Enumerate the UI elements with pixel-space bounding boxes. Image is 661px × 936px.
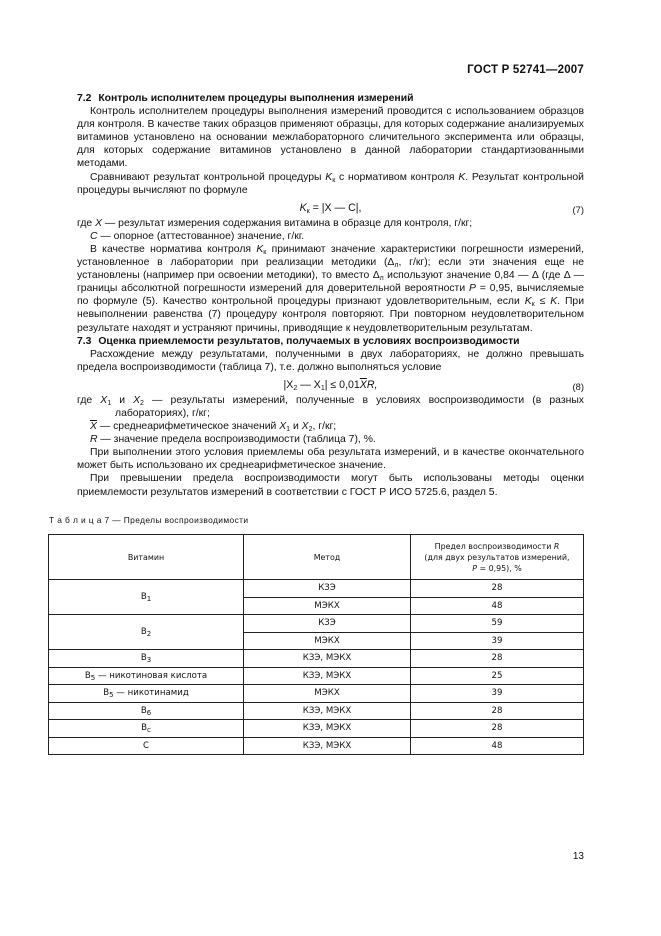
where-x1-x2: где $X_1$ и $X_2$ — результаты измерений, полученные в условиях воспроизводимости (в разных лабораториях), г/кг; — [77, 394, 584, 419]
method-cell: КЗЭ, МЭКХ — [244, 702, 411, 720]
vitamin-cell: $B_1$ — [49, 580, 244, 615]
where-c: C — опорное (аттестованное) значение, г/кг. — [90, 230, 305, 242]
section-7-2-paragraph-3: В качестве норматива контроля $K_к$ принимают значение характеристики погрешности измерений, установленное в лаборатории при реализации методики ($\Delta_л$, г/кг); если эти значения еще не установлены (например при освоении методики), то вместо $\Delta_л$ используют значение 0,84 — Δ (где Δ — границы абсолютной погрешности измерений для доверительной вероятности P = 0,95, вычисляемые по формуле (5). Качество контрольной процедуры признают удовлетворительным, если $K_к \le K$. При невыполнении равенства (7) процедуру контроля повторяют. При повторном неудовлетворительном результате находят и устраняют причины, приводящие к неудовлетворительным результатам. — [77, 243, 585, 334]
limit-cell: 28 — [411, 580, 584, 598]
limit-cell: 28 — [411, 702, 584, 720]
method-cell: КЗЭ — [244, 580, 411, 598]
vitamin-cell: $B_5$ — никотинамид — [49, 685, 244, 703]
vitamin-cell: C — [49, 737, 244, 755]
vitamin-cell: $B_2$ — [49, 615, 244, 650]
document-code: ГОСТ Р 52741—2007 — [467, 64, 584, 76]
table-row — [49, 685, 584, 703]
vitamin-cell: $B_5$ — никотиновая кислота — [49, 667, 244, 685]
limit-cell: 59 — [411, 615, 584, 633]
limit-cell: 25 — [411, 667, 584, 685]
section-7-3-paragraph-3: При превышении предела воспроизводимости могут быть использованы методы оценки приемлемости результатов измерений в соответствии с ГОСТ Р ИСО 5725.6, раздел 5. — [77, 473, 584, 498]
section-7-2-heading: 7.2 Контроль исполнителем процедуры выполнения измерений — [77, 93, 414, 104]
method-cell: МЭКХ — [244, 632, 411, 650]
table-7 — [48, 534, 584, 755]
table-7-caption: Т а б л и ц а 7 — Пределы воспроизводимости — [49, 515, 249, 525]
formula-7-number: (7) — [572, 203, 584, 215]
limit-cell: 48 — [411, 597, 584, 615]
where-xbar: $\overline{X}$ — среднеарифметическое значений $X_1$ и $X_2$, г/кг; — [90, 421, 337, 434]
header-vitamin: Витамин — [49, 535, 244, 580]
table-row — [49, 667, 584, 685]
limit-cell: 39 — [411, 632, 584, 650]
limit-cell: 48 — [411, 737, 584, 755]
vitamin-cell: $B_c$ — [49, 720, 244, 738]
section-7-3-paragraph-1: Расхождение между результатами, полученными в двух лабораториях, не должно превышать предела воспроизводимости (таблица 7), т.е. должно выполняться условие — [77, 348, 584, 373]
section-7-3-heading: 7.3 Оценка приемлемости результатов, получаемых в условиях воспроизводимости — [77, 335, 520, 347]
header-limit: Предел воспроизводимости R (для двух результатов измерений, P = 0,95), % — [411, 535, 584, 580]
formula-8: $|X_2$ — $X_1| \le 0,01\overline{X}R$, (8) — [283, 378, 584, 392]
page-body — [77, 92, 584, 499]
table-row — [49, 737, 584, 755]
method-cell: КЗЭ, МЭКХ — [244, 737, 411, 755]
table-row — [49, 580, 584, 598]
section-7-3-paragraph-2: При выполнении этого условия приемлемы оба результата измерений, и в качестве окончательного может быть использовано их среднеарифметическое значение. — [77, 447, 584, 472]
table-row — [49, 615, 584, 633]
limit-cell: 28 — [411, 720, 584, 738]
limit-cell: 28 — [411, 650, 584, 668]
limit-cell: 39 — [411, 685, 584, 703]
where-x: где X — результат измерения содержания витамина в образце для контроля, г/кг; — [77, 217, 473, 229]
table-row — [49, 720, 584, 738]
section-7-2-paragraph-1: Контроль исполнителем процедуры выполнения измерений проводится с использованием образцов для контроля. В качестве таких образцов применяют образцы, для которых содержание анализируемых витаминов установлено на основании межлабораторного сличительного эксперимента или образцы, для которых содержание витаминов установлено в данной лаборатории стандартизованными методами. — [77, 106, 584, 170]
method-cell: МЭКХ — [244, 685, 411, 703]
table-header-row — [49, 535, 584, 580]
method-cell: КЗЭ, МЭКХ — [244, 650, 411, 668]
vitamin-cell: $B_3$ — [49, 650, 244, 668]
table-row — [49, 650, 584, 668]
header-method: Метод — [244, 535, 411, 580]
vitamin-cell: $B_6$ — [49, 702, 244, 720]
method-cell: КЗЭ, МЭКХ — [244, 720, 411, 738]
table-row — [49, 702, 584, 720]
formula-7: $K_к = |X$ — C|, (7) — [299, 201, 584, 215]
method-cell: МЭКХ — [244, 597, 411, 615]
formula-8-number: (8) — [572, 380, 584, 392]
method-cell: КЗЭ, МЭКХ — [244, 667, 411, 685]
section-7-2-paragraph-2: Сравнивают результат контрольной процедуры $K_к$ с нормативом контроля K. Результат контрольной процедуры вычисляют по формуле — [77, 171, 584, 196]
method-cell: КЗЭ — [244, 615, 411, 633]
page-number: 13 — [572, 851, 584, 862]
where-r: R — значение предела воспроизводимости (таблица 7), %. — [90, 434, 376, 446]
